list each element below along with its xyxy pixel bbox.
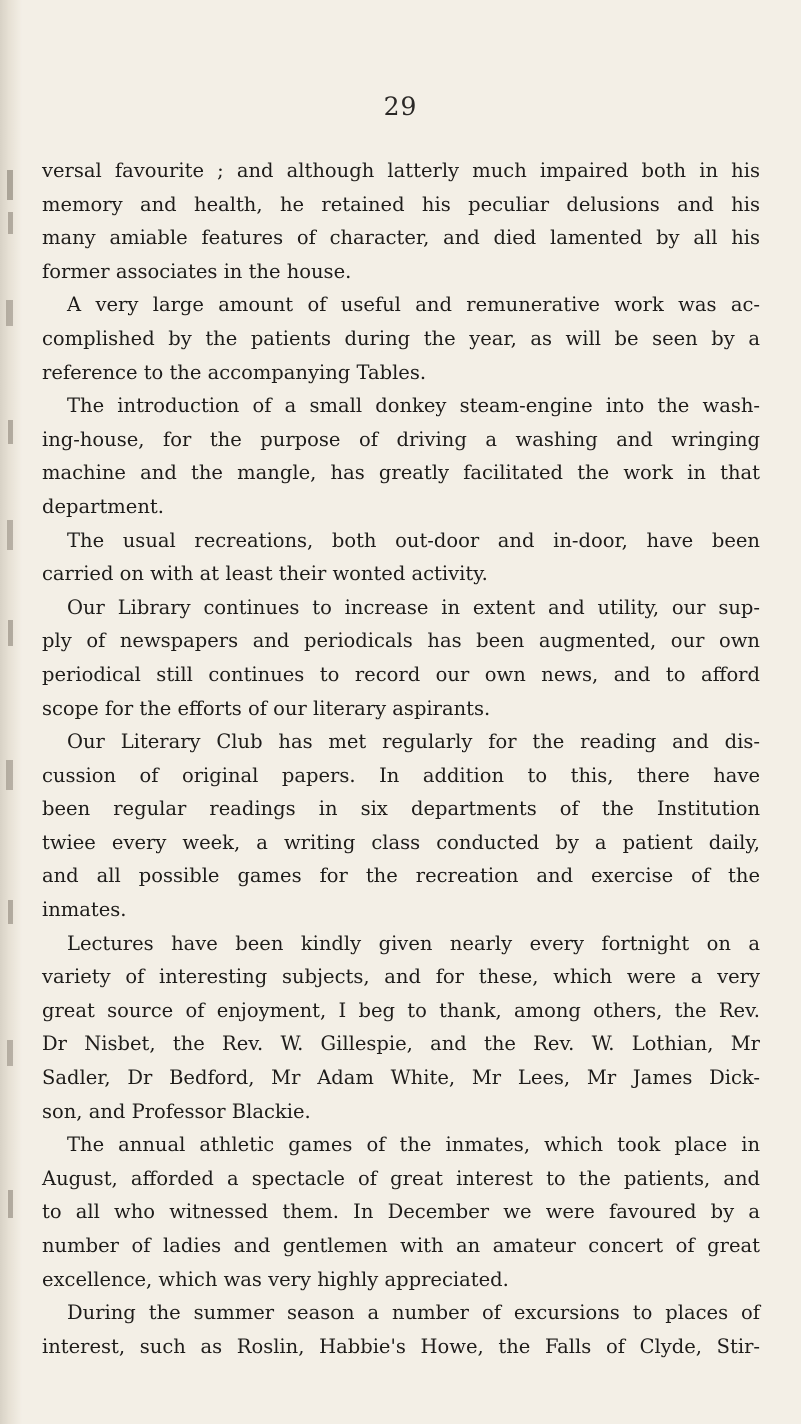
text-line: Sadler, Dr Bedford, Mr Adam White, Mr Lees, Mr James Dick- (42, 1066, 760, 1090)
text-line: versal favourite ; and although latterly much impaired both in his (42, 159, 760, 182)
text-line: periodical still continues to record our own news, and to afford (42, 662, 760, 686)
text-line: number of ladies and gentlemen with an amateur concert of great (42, 1234, 760, 1257)
page-body-text (42, 154, 760, 1363)
text-line: Dr Nisbet, the Rev. W. Gillespie, and the Rev. W. Lothian, Mr (42, 1032, 760, 1056)
page-binding-edge (0, 0, 22, 1424)
text-line: scope for the efforts of our literary aspirants. (42, 696, 491, 720)
text-line: complished by the patients during the year, as will be seen by a (42, 326, 760, 350)
text-line: been regular readings in six departments of the Institution (42, 797, 760, 821)
text-line: and all possible games for the recreation and exercise of the (42, 864, 760, 888)
text-line: A very large amount of useful and remunerative work was ac- (67, 293, 760, 317)
text-line: August, afforded a spectacle of great interest to the patients, and (42, 1166, 760, 1190)
text-line: ply of newspapers and periodicals has been augmented, our own (42, 629, 760, 653)
text-line: ing-house, for the purpose of driving a washing and wringing (42, 427, 760, 451)
text-line: reference to the accompanying Tables. (42, 360, 427, 384)
text-line: interest, such as Roslin, Habbie's Howe, the Falls of Clyde, Stir- (42, 1334, 760, 1358)
text-line: Our Library continues to increase in extent and utility, our sup- (67, 595, 760, 619)
text-line: to all who witnessed them. In December we were favoured by a (42, 1200, 760, 1224)
text-line: department. (42, 494, 164, 518)
text-line: The usual recreations, both out-door and in-door, have been (67, 528, 760, 552)
text-line: The introduction of a small donkey steam-engine into the wash- (67, 394, 760, 418)
text-line: During the summer season a number of excursions to places of (67, 1301, 760, 1325)
text-line: son, and Professor Blackie. (42, 1099, 311, 1123)
text-line: great source of enjoyment, I beg to thank, among others, the Rev. (42, 998, 760, 1022)
text-line: memory and health, he retained his peculiar delusions and his (42, 192, 760, 216)
text-line: inmates. (42, 898, 127, 922)
text-line: variety of interesting subjects, and for these, which were a very (42, 965, 760, 989)
page-number: 29 (383, 92, 418, 121)
text-line: machine and the mangle, has greatly facilitated the work in that (42, 461, 760, 485)
text-line: former associates in the house. (42, 259, 352, 283)
text-line: carried on with at least their wonted activity. (42, 562, 488, 586)
text-line: Lectures have been kindly given nearly every fortnight on a (67, 931, 760, 955)
text-line: many amiable features of character, and died lamented by all his (42, 226, 760, 250)
text-line: twiee every week, a writing class conducted by a patient daily, (42, 830, 760, 854)
text-line: excellence, which was very highly appreciated. (42, 1267, 509, 1291)
text-line: The annual athletic games of the inmates, which took place in (67, 1133, 760, 1157)
text-line: Our Literary Club has met regularly for the reading and dis- (67, 730, 760, 754)
text-line: cussion of original papers. In addition to this, there have (42, 763, 760, 787)
binding-ink-marks (4, 0, 18, 1424)
